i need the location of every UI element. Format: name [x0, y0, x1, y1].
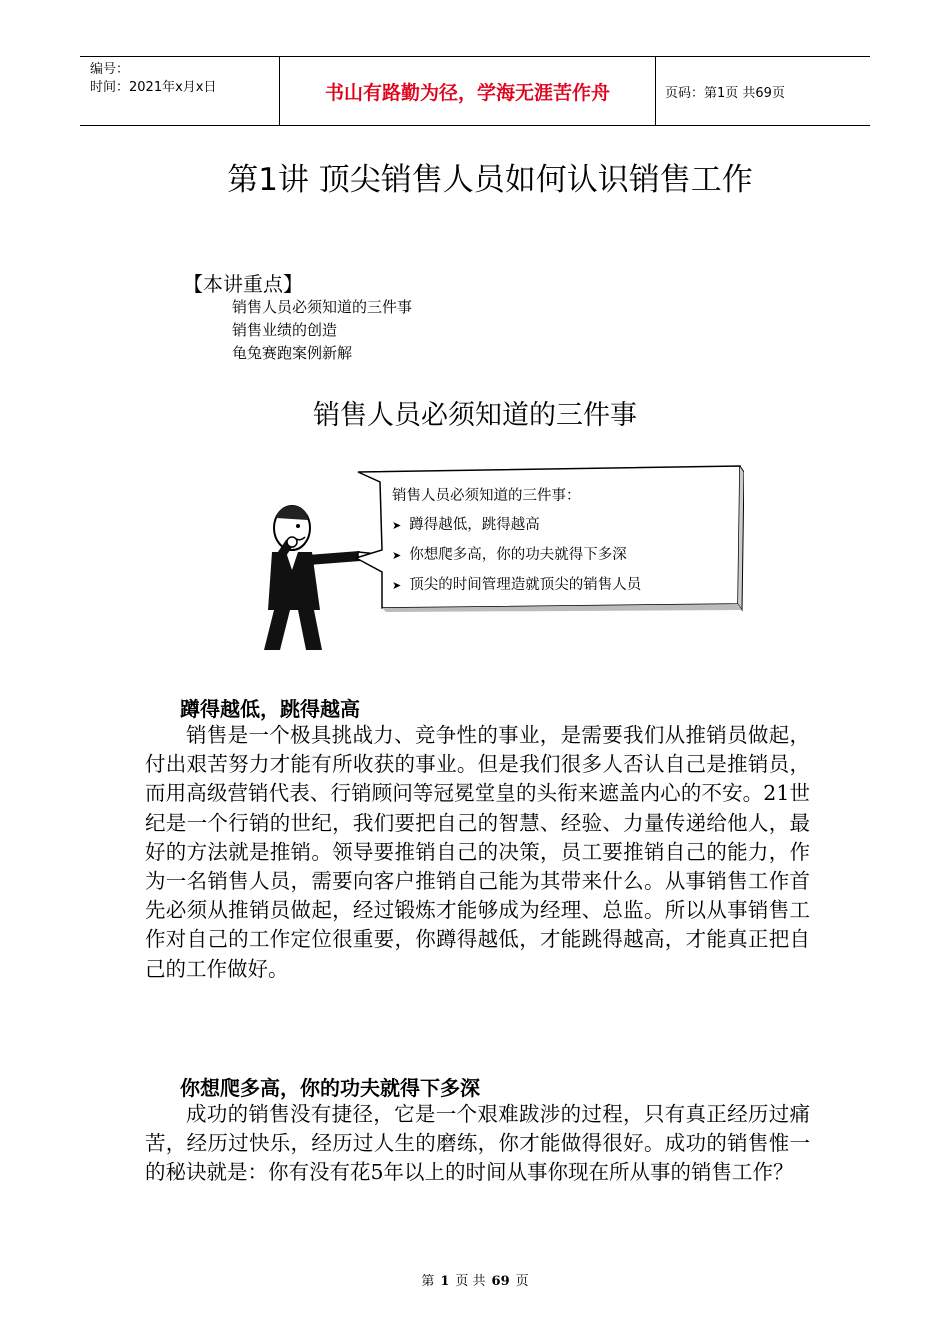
arrow-right-icon: ➤	[392, 579, 402, 592]
key-points-heading: 【本讲重点】	[183, 272, 303, 296]
section-body: 成功的销售没有捷径，它是一个艰难跋涉的过程，只有真正经历过痛苦，经历过快乐，经历过人生的磨练，你才能做得很好。成功的销售惟一的秘诀就是：你有没有花5年以上的时间从事你现在所从事的销售工作？	[145, 1102, 810, 1185]
arrow-right-icon: ➤	[392, 519, 402, 532]
page-title: 第1讲 顶尖销售人员如何认识销售工作	[227, 162, 753, 198]
key-point-item: 销售人员必须知道的三件事	[232, 298, 413, 316]
document-header	[80, 56, 870, 126]
key-point-item: 销售业绩的创造	[232, 321, 338, 339]
time-label: 时间：2021年x月x日	[90, 80, 217, 95]
header-page-code-cell	[655, 57, 870, 125]
header-meta	[80, 57, 280, 125]
key-point-item: 龟兔赛跑案例新解	[232, 344, 353, 362]
footer-page-number: 1	[440, 1274, 450, 1289]
page-footer: 第 1 页 共 69 页	[421, 1274, 529, 1289]
note-bullet: ➤ 你想爬多高，你的功夫就得下多深	[392, 547, 627, 563]
motto: 书山有路勤为径，学海无涯苦作舟	[324, 81, 610, 104]
footer-total-pages: 69	[491, 1274, 510, 1289]
note-title: 销售人员必须知道的三件事：	[392, 488, 581, 504]
section-heading: 蹲得越低，跳得越高	[180, 697, 360, 721]
section-body: 销售是一个极具挑战力、竞争性的事业，是需要我们从推销员做起，付出艰苦努力才能有所收获的事业。但是我们很多人否认自己是推销员，而用高级营销代表、行销顾问等冠冕堂皇的头衔来遮盖内心的不安。21世纪是一个行销的世纪，我们要把自己的智慧、经验、力量传递给他人，最好的方法就是推销。领导要推销自己的决策，员工要推销自己的能力，作为一名销售人员，需要向客户推销自己能为其带来什么。从事销售工作首先必须从推销员做起，经过锻炼才能够成为经理、总监。所以从事销售工作对自己的工作定位很重要，你蹲得越低，才能跳得越高，才能真正把自己的工作做好。	[145, 723, 810, 981]
section-heading: 你想爬多高，你的功夫就得下多深	[180, 1076, 480, 1100]
serial-label: 编号：	[90, 62, 130, 77]
note-bullet: ➤ 顶尖的时间管理造就顶尖的销售人员	[392, 577, 642, 593]
page-code: 页码：第1页 共69页	[665, 85, 785, 101]
section-title: 销售人员必须知道的三件事	[313, 400, 637, 431]
note-bullet: ➤ 蹲得越低，跳得越高	[392, 517, 540, 533]
arrow-right-icon: ➤	[392, 549, 402, 562]
header-motto-cell	[280, 57, 656, 125]
